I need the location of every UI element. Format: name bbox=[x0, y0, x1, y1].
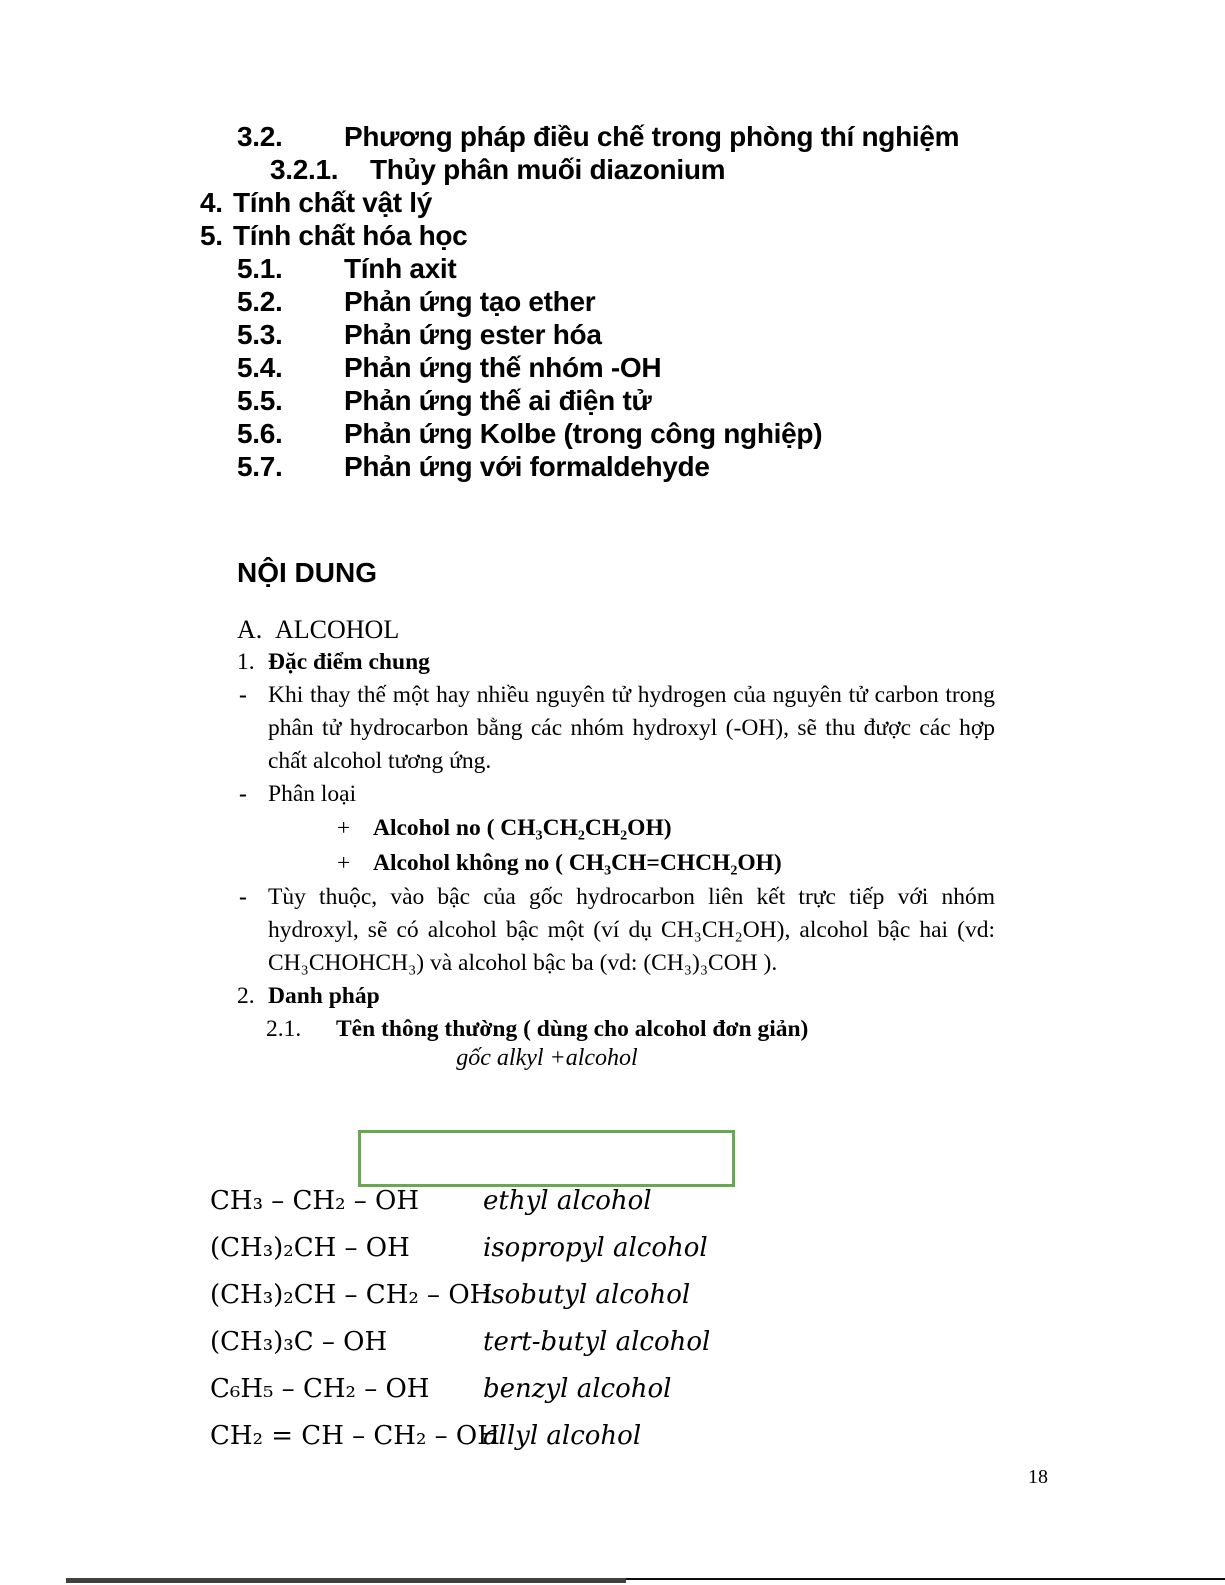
toc-item-number: 5. bbox=[200, 220, 223, 251]
toc-item-5-2 bbox=[0, 285, 1225, 318]
toc-item-label: Thủy phân muối diazonium bbox=[370, 154, 726, 185]
alcohol-formula-table bbox=[210, 1186, 850, 1468]
bullet-dash: - bbox=[239, 682, 247, 708]
formula-text: (CH₃)₃C – OH bbox=[210, 1327, 388, 1357]
formula-row bbox=[210, 1327, 850, 1374]
section-title: ALCOHOL bbox=[275, 615, 400, 644]
alcohol-name: benzyl alcohol bbox=[483, 1374, 672, 1404]
toc-item-number: 5.1. bbox=[237, 253, 283, 284]
toc-item-number: 4. bbox=[200, 187, 223, 218]
table-of-contents bbox=[0, 120, 1225, 483]
formula-row bbox=[210, 1421, 850, 1468]
alcohol-name: tert-butyl alcohol bbox=[483, 1327, 711, 1357]
plus-marker: + bbox=[337, 850, 351, 876]
naming-rule-formula: gốc alkyl +alcohol bbox=[456, 1045, 638, 1071]
list-item-title: Danh pháp bbox=[268, 983, 380, 1009]
formula-text: (CH₃)₂CH – CH₂ – OH bbox=[210, 1280, 493, 1310]
body-text bbox=[237, 600, 995, 1046]
subsection-number: 2.1. bbox=[266, 1016, 302, 1042]
plus-marker: + bbox=[337, 815, 351, 841]
toc-item-4 bbox=[0, 186, 1225, 219]
list-item-title: Đặc điểm chung bbox=[268, 649, 430, 675]
toc-item-number: 3.2.1. bbox=[270, 154, 339, 185]
formula-row bbox=[210, 1280, 850, 1327]
toc-item-5-4 bbox=[0, 351, 1225, 384]
bullet-paragraph-3 bbox=[237, 881, 995, 980]
page-number: 18 bbox=[1028, 1466, 1048, 1488]
bullet-paragraph-1 bbox=[237, 679, 995, 778]
toc-item-number: 5.2. bbox=[237, 286, 283, 317]
toc-item-label: Phản ứng tạo ether bbox=[344, 286, 596, 317]
toc-item-label: Phản ứng với formaldehyde bbox=[344, 451, 710, 482]
alcohol-name: isopropyl alcohol bbox=[483, 1233, 708, 1263]
item-1-heading bbox=[237, 646, 995, 679]
list-item-number: 1. bbox=[237, 649, 255, 675]
highlight-box bbox=[358, 1130, 735, 1187]
alcohol-name: ethyl alcohol bbox=[483, 1186, 652, 1216]
toc-item-label: Phản ứng ester hóa bbox=[344, 319, 602, 350]
toc-item-5-5 bbox=[0, 384, 1225, 417]
toc-item-number: 5.7. bbox=[237, 451, 283, 482]
section-letter: A. bbox=[237, 615, 263, 644]
toc-item-3-2 bbox=[0, 120, 1225, 153]
toc-item-label: Phương pháp điều chế trong phòng thí nghiệm bbox=[344, 121, 960, 152]
classification-item-2 bbox=[237, 846, 995, 881]
toc-item-5-7 bbox=[0, 450, 1225, 483]
toc-item-label: Phản ứng thế ai điện tử bbox=[344, 385, 652, 416]
bullet-paragraph-2 bbox=[237, 778, 995, 811]
formula-row bbox=[210, 1186, 850, 1233]
bullet-text: Tùy thuộc, vào bậc của gốc hydrocarbon liên kết trực tiếp với nhóm hydroxyl, sẽ có alcohol bậc một (ví dụ CH₃CH₂OH), alcohol bậc hai (vd: CH₃CHOHCH₃) và alcohol bậc ba (vd: (CH₃)₃COH ). bbox=[268, 884, 995, 976]
bullet-dash: - bbox=[239, 884, 247, 910]
classification-item-1 bbox=[237, 811, 995, 846]
subsection-title: Tên thông thường ( dùng cho alcohol đơn giản) bbox=[336, 1016, 809, 1042]
formula-text: C₆H₅ – CH₂ – OH bbox=[210, 1374, 430, 1404]
section-a-heading bbox=[237, 613, 995, 646]
footer-rule-thin bbox=[626, 1578, 1225, 1580]
toc-item-label: Phản ứng thế nhóm -OH bbox=[344, 352, 662, 383]
formula-text: CH₃ – CH₂ – OH bbox=[210, 1186, 420, 1216]
classification-text: Alcohol no ( CH₃CH₂CH₂OH) bbox=[373, 815, 672, 841]
toc-item-5-6 bbox=[0, 417, 1225, 450]
item-2-heading bbox=[237, 980, 995, 1013]
toc-item-3-2-1 bbox=[0, 153, 1225, 186]
formula-text: CH₂ = CH – CH₂ – OH bbox=[210, 1421, 500, 1451]
formula-text: (CH₃)₂CH – OH bbox=[210, 1233, 410, 1263]
list-item-number: 2. bbox=[237, 983, 255, 1009]
toc-item-label: Tính axit bbox=[344, 253, 457, 284]
toc-item-number: 5.3. bbox=[237, 319, 283, 350]
footer-rule-thick bbox=[66, 1578, 626, 1583]
toc-item-5-1 bbox=[0, 252, 1225, 285]
toc-item-5 bbox=[0, 219, 1225, 252]
bullet-dash: - bbox=[239, 781, 247, 807]
bullet-text: Khi thay thế một hay nhiều nguyên tử hydrogen của nguyên tử carbon trong phân tử hydrocarbon bằng các nhóm hydroxyl (-OH), sẽ thu được các hợp chất alcohol tương ứng. bbox=[268, 682, 995, 774]
classification-text: Alcohol không no ( CH₃CH=CHCH₂OH) bbox=[373, 850, 782, 876]
toc-item-label: Tính chất hóa học bbox=[233, 220, 468, 251]
content-heading: NỘI DUNG bbox=[237, 557, 377, 588]
formula-row bbox=[210, 1374, 850, 1421]
bullet-text: Phân loại bbox=[268, 781, 357, 807]
formula-row bbox=[210, 1233, 850, 1280]
toc-item-5-3 bbox=[0, 318, 1225, 351]
alcohol-name: isobutyl alcohol bbox=[483, 1280, 691, 1310]
toc-item-label: Phản ứng Kolbe (trong công nghiệp) bbox=[344, 418, 823, 449]
toc-item-number: 5.4. bbox=[237, 352, 283, 383]
toc-item-number: 5.5. bbox=[237, 385, 283, 416]
alcohol-name: allyl alcohol bbox=[483, 1421, 642, 1451]
toc-item-label: Tính chất vật lý bbox=[233, 187, 433, 218]
toc-item-number: 3.2. bbox=[237, 121, 283, 152]
toc-item-number: 5.6. bbox=[237, 418, 283, 449]
